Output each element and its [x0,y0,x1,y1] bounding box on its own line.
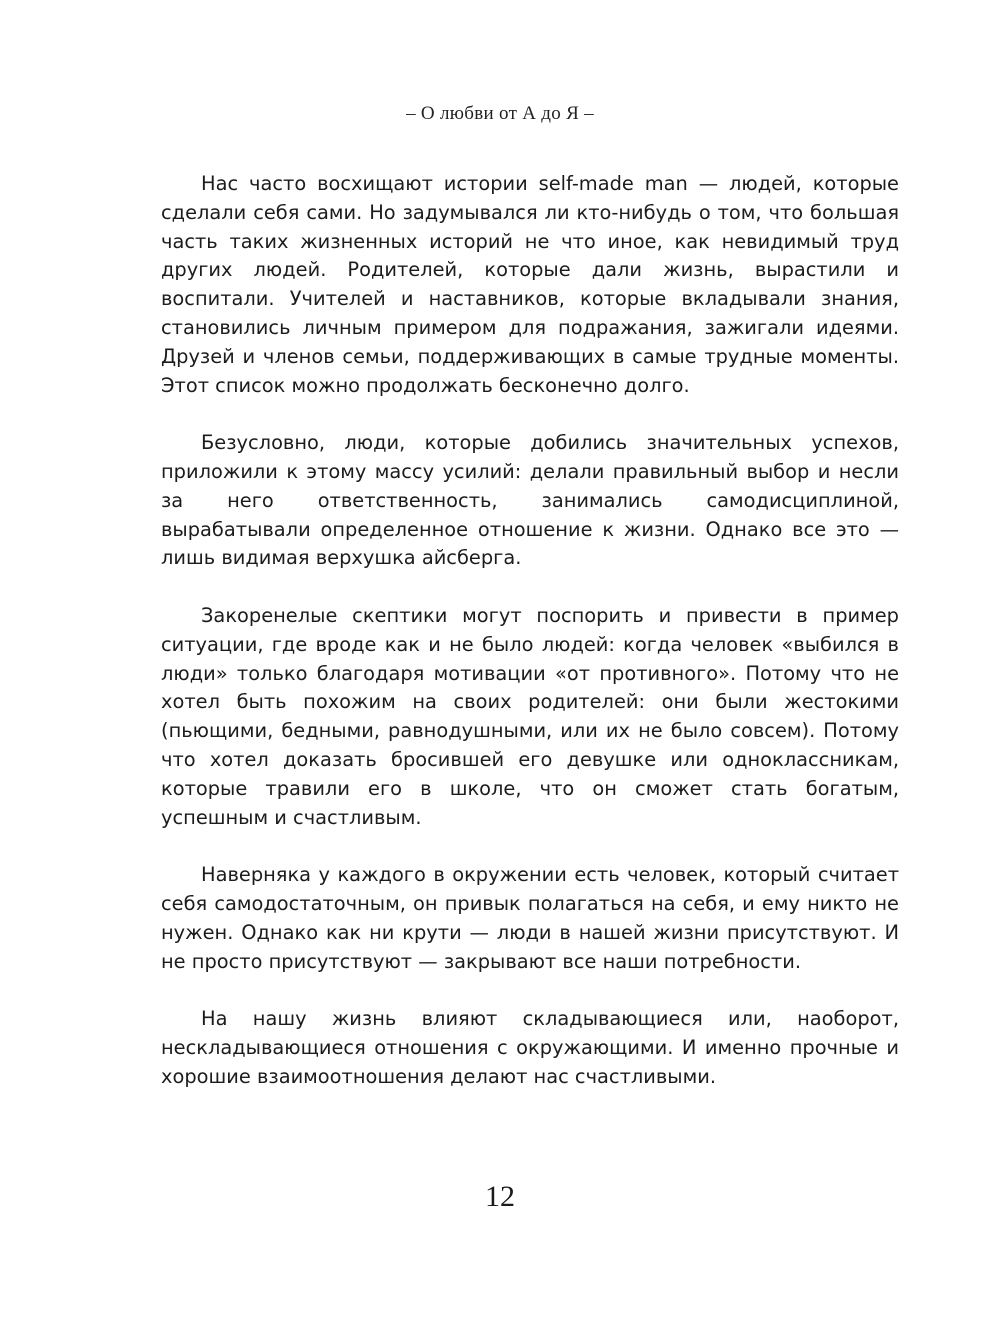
paragraph: Наверняка у каждого в окружении есть человек, который считает себя самодостаточным, он привык полагаться на себя, и ему никто не нужен. Однако как ни крути — люди в нашей жизни присутствуют. И не просто присутствуют — закрывают все наши потребности. [161,863,899,973]
running-head: – О любви от А до Я – [406,103,594,124]
paragraph: На нашу жизнь влияют складывающиеся или, наоборот, нескладывающиеся отношения с окружающими. И именно прочные и хорошие взаимоотношения делают нас счастливыми. [161,1007,899,1088]
paragraph: Безусловно, люди, которые добились значительных успехов, приложили к этому массу усилий: делали правильный выбор и несли за него ответственность, занимались самодисциплиной, вырабатывали определенное отношение к жизни. Однако все это — лишь видимая верхушка айсберга. [161,431,899,570]
paragraph: Нас часто восхищают истории self-made man — людей, которые сделали себя сами. Но задумывался ли кто-нибудь о том, что большая часть таких жизненных историй не что иное, как невидимый труд других людей. Родителей, которые дали жизнь, вырастили и воспитали. Учителей и наставников, которые вкладывали знания, становились личным примером для подражания, зажигали идеями. Друзей и членов семьи, поддерживающих в самые трудные моменты. Этот список можно продолжать бесконечно долго. [161,172,899,397]
page-body [161,170,899,1120]
page-number: 12 [485,1180,515,1213]
paragraph: Закоренелые скептики могут поспорить и привести в пример ситуации, где вроде как и не было людей: когда человек «выбился в люди» только благодаря мотивации «от противного». Потому что не хотел быть похожим на своих родителей: они были жестокими (пьющими, бедными, равнодушными, или их не было совсем). Потому что хотел доказать бросившей его девушке или одноклассникам, которые травили его в школе, что он сможет стать богатым, успешным и счастливым. [161,603,899,829]
